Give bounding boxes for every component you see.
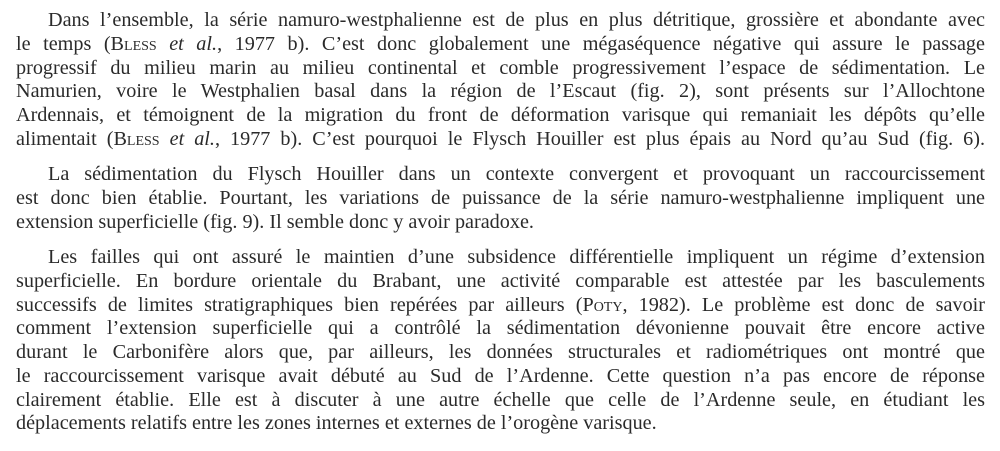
text-line: successifs de limites stratigraphiques bien repérées par ailleurs (Poty, 1982). Le problème est donc de savoir <box>16 294 986 316</box>
et-al: et al. <box>169 33 218 55</box>
author-name: Bless <box>110 33 157 55</box>
text-line: durant le Carbonifère alors que, par ailleurs, les données structurales et radiométriques ont montré que <box>16 341 985 363</box>
text-line: comment l’extension superficielle qui a contrôlé la sédimentation dévonienne pouvait être encore active <box>16 317 985 339</box>
author-name: Bless <box>113 128 160 150</box>
text-line: le raccourcissement varisque avait débuté au Sud de l’Ardenne. Cette question n’a pas encore de réponse <box>16 365 985 387</box>
text-line: clairement établie. Elle est à discuter à une autre échelle que celle de l’Ardenne seule, en étudiant les <box>16 389 985 411</box>
author-name: Poty <box>582 294 623 316</box>
text-line: progressif du milieu marin au milieu continental et comble progressivement l’espace de sédimentation. Le <box>16 57 985 79</box>
text-line: superficielle. En bordure orientale du Brabant, une activité comparable est attestée par les basculements <box>16 270 985 292</box>
text-line: Dans l’ensemble, la série namuro-westphalienne est de plus en plus détritique, grossière et abondante avec <box>48 9 985 31</box>
text-line: est donc bien établie. Pourtant, les variations de puissance de la série namuro-westphalienne impliquent une <box>16 187 985 209</box>
et-al: et al. <box>169 128 215 150</box>
text-line: alimentait (Bless et al., 1977 b). C’est pourquoi le Flysch Houiller est plus épais au Nord qu’au Sud (fig. 6). <box>16 128 986 150</box>
text-line: le temps (Bless et al., 1977 b). C’est donc globalement une mégaséquence négative qui assure le passage <box>16 33 985 55</box>
text-line: Ardennais, et témoignent de la migration du front de déformation varisque qui remaniait les dépôts qu’elle <box>16 104 985 126</box>
text-line: Namurien, voire le Westphalien basal dans la région de l’Escaut (fig. 2), sont présents sur l’Allochtone <box>16 80 985 102</box>
text-line: déplacements relatifs entre les zones internes et externes de l’orogène varisque. <box>16 412 657 434</box>
text-line: extension superficielle (fig. 9). Il semble donc y avoir paradoxe. <box>16 211 534 233</box>
text-line: Les failles qui ont assuré le maintien d’une subsidence différentielle impliquent un régime d’extension <box>48 246 985 268</box>
text-line: La sédimentation du Flysch Houiller dans un contexte convergent et provoquant un raccourcissement <box>48 163 985 185</box>
